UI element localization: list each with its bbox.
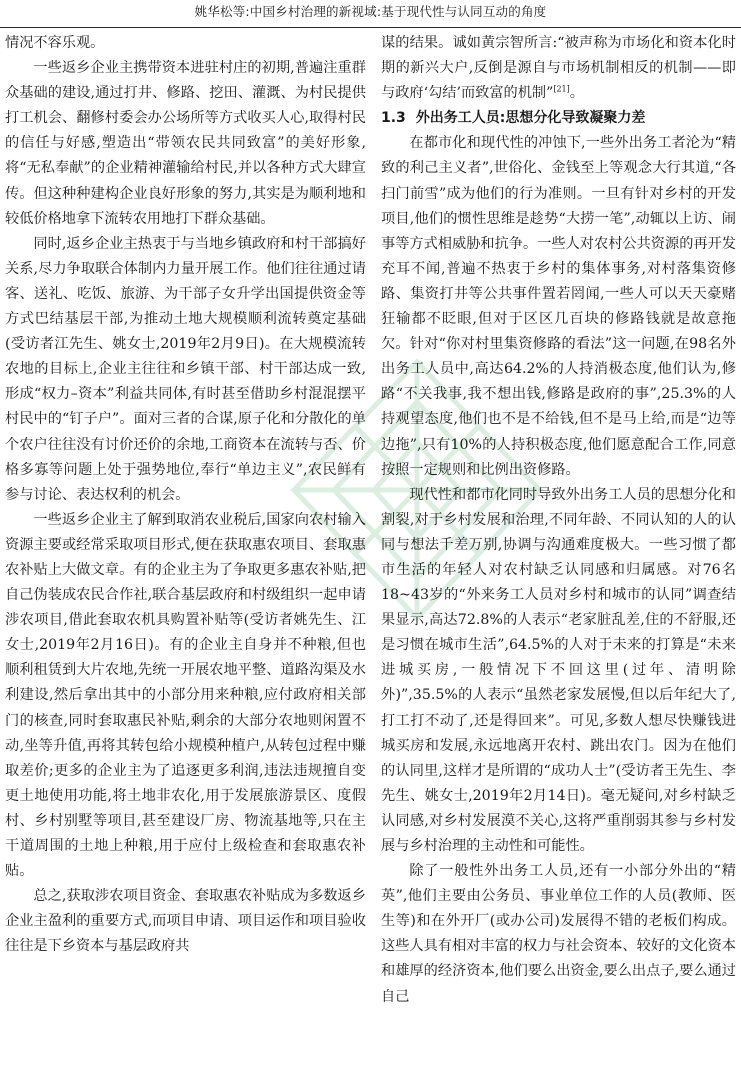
body-paragraph: 一些返乡企业主了解到取消农业税后,国家向农村输入资源主要或经常采取项目形式,便在获取惠农项目、套取惠农补贴上大做文章。有的企业主为了争取更多惠农补贴,把自己伪装成农民合作社,联合基层政府和村级组织一起申请涉农项目,借此套取农机具购置补贴等(受访者姚先生、江女士,2019年2月16日)。有的企业主自身并不种粮,但也顺利租赁到大片农地,先统一开展农地平整、道路沟渠及水利建设,然后拿出其中的小部分用来种粮,应付政府相关部门的核查,同时套取惠民补贴,剩余的大部分农地则闲置不动,坐等升值,再将其转包给小规模种植户,从转包过程中赚取差价;更多的企业主为了追逐更多利润,违法违规擅自变更土地使用功能,将土地非农化,用于发展旅游景区、度假村、乡村别墅等项目,甚至建设厂房、物流基地等,只在主干道周围的土地上种粮,用于应付上级检查和套取惠农补贴。 xyxy=(5,511,366,880)
left-column xyxy=(5,31,366,1068)
section-title: 外出务工人员:思想分化导致凝聚力差 xyxy=(415,110,646,127)
body-paragraph: 总之,获取涉农项目资金、套取惠农补贴成为多数返乡企业主盈利的重要方式,而项目申请、项目运作和项目验收往往是下乡资本与基层政府共 xyxy=(5,888,366,955)
running-header xyxy=(0,0,741,28)
body-paragraph: 在都市化和现代性的冲蚀下,一些外出务工者沦为“精致的利己主义者”,世俗化、金钱至上等观念大行其道,“各扫门前雪”成为他们的行为准则。一旦有针对乡村的开发项目,他们的惯性思维是趁势“大捞一笔”,动辄以上访、闹事等方式相威胁和抗争。一些人对农村公共资源的再开发充耳不闻,普遍不热衷于乡村的集体事务,对村落集资修路、集资打井等公共事件置若罔闻,一些人可以天天豪赌狂输都不眨眼,但对于区区几百块的修路钱就是故意拖欠。针对“你对村里集资修路的看法”这一问题,在98名外出务工人员中,高达64.2%的人持消极态度,他们认为,修路“不关我事,我不想出钱,修路是政府的事”,25.3%的人持观望态度,他们也不是不给钱,但不是马上给,而是“边等边拖”,只有10%的人持积极态度,他们愿意配合工作,同意按照一定规则和比例出资修路。 xyxy=(381,135,736,478)
section-heading xyxy=(381,106,736,131)
carryover-end: 。 xyxy=(569,85,584,102)
body-paragraph: 同时,返乡企业主热衷于与当地乡镇政府和村干部搞好关系,尽力争取联合体制内力量开展工作。他们往往通过请客、送礼、吃饭、旅游、为干部子女升学出国提供资金等方式巴结基层干部,为推动土地大规模顺利流转奠定基础(受访者江先生、姚女士,2019年2月9日)。在大规模流转农地的目标上,企业主往往和乡镇干部、村干部达成一致,形成“权力–资本”利益共同体,有时甚至借助乡村混混摆平村民中的“钉子户”。面对三者的合谋,原子化和分散化的单个农户往往没有讨价还价的余地,工商资本在流转与否、价格多寡等问题上处于强势地位,奉行“单边主义”,农民鲜有参与讨论、表达权利的机会。 xyxy=(5,235,366,503)
right-column xyxy=(381,31,736,1068)
citation-marker: [21] xyxy=(553,84,570,94)
body-paragraph: 情况不容乐观。 xyxy=(5,35,105,51)
section-number: 1.3 xyxy=(381,110,406,127)
body-paragraph: 一些返乡企业主携带资本进驻村庄的初期,普遍注重群众基础的建设,通过打井、修路、挖田、灌溉、为村民提供打工机会、翻修村委会办公场所等方式收买人心,取得村民的信任与好感,塑造出“带领农民共同致富”的美好形象,将“无私奉献”的企业精神灌输给村民,并以各种方式大肆宣传。但这种种建构企业良好形象的努力,其实是为顺利地和较低价格地拿下流转农用地打下群众基础。 xyxy=(5,60,366,227)
body-paragraph: 除了一般性外出务工人员,还有一小部分外出的“精英”,他们主要由公务员、事业单位工作的人员(教师、医生等)和在外开厂(或办公司)发展得不错的老板们构成。这些人具有相对丰富的权力与社会资本、较好的文化资本和雄厚的经济资本,他们要么出资金,要么出点子,要么通过自己 xyxy=(381,863,736,1005)
carryover-paragraph xyxy=(381,31,736,106)
body-paragraph: 现代性和都市化同时导致外出务工人员的思想分化和割裂,对于乡村发展和治理,不同年龄、不同认知的人的认同与想法千差万别,协调与沟通难度极大。一些习惯了都市生活的年轻人对农村缺乏认同感和归属感。对76名18~43岁的“外来务工人员对乡村和城市的认同”调查结果显示,高达72.8%的人表示“老家脏乱差,住的不舒服,还是习惯在城市生活”,64.5%的人对于未来的打算是“未来进城买房,一般情况下不回这里(过年、清明除外)”,35.5%的人表示“虽然老家发展慢,但以后年纪大了,打工打不动了,还是得回来”。可见,多数人想尽快赚钱进城买房和发展,永远地离开农村、跳出农门。因为在他们的认同里,这样才是所谓的“成功人士”(受访者王先生、李先生、姚女士,2019年2月14日)。毫无疑问,对乡村缺乏认同感,对乡村发展漠不关心,这将严重削弱其参与乡村发展与乡村治理的主动性和可能性。 xyxy=(381,486,736,854)
running-title: 姚华松等:中国乡村治理的新视域:基于现代性与认同互动的角度 xyxy=(194,4,547,19)
carryover-text: 谋的结果。诚如黄宗智所言:“被声称为市场化和资本化时期的新兴大户,反倒是源自与市场机制相反的机制——即与政府‘勾结’而致富的机制” xyxy=(381,35,736,102)
